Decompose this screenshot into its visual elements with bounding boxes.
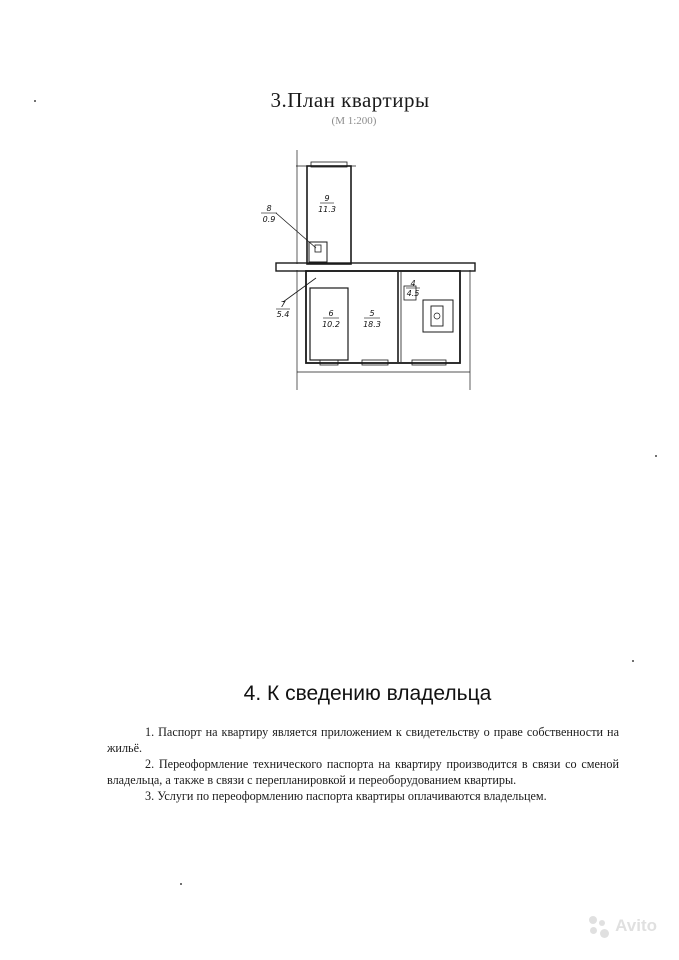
avito-watermark (587, 914, 657, 938)
room-4-area: 4.5 (406, 289, 420, 298)
scan-speck (180, 883, 182, 885)
room-4-number: 4 (410, 279, 416, 288)
scan-speck (632, 660, 634, 662)
plan-scale: (М 1:200) (331, 115, 377, 127)
room-7-number: 7 (280, 300, 286, 309)
room-7-area: 5.4 (276, 310, 290, 319)
room-9-outline (307, 166, 351, 264)
bathroom-outline (423, 300, 453, 332)
floor-plan (0, 140, 679, 400)
note-item-1: 1. Паспорт на квартиру является приложением к свидетельству о праве собственности на жильё. (107, 725, 619, 755)
owner-info-title: 4. К сведению владельца (243, 682, 492, 705)
note-item-2: 2. Переоформление технического паспорта на квартиру производится в связи со сменой владельца, а также в связи с перепланировкой и переоборудованием квартиры. (107, 757, 619, 787)
note-item-3: 3. Услуги по переоформлению паспорта квартиры оплачиваются владельцем. (145, 789, 547, 803)
room-8-area: 0.9 (262, 215, 276, 224)
corridor-wall (276, 263, 475, 271)
avito-logo-icon (587, 914, 611, 938)
room-8-number: 8 (266, 204, 272, 213)
plan-title: 3.План квартиры (270, 88, 430, 112)
room-9-number: 9 (324, 194, 330, 203)
room-6-area: 10.2 (322, 320, 340, 329)
scan-speck (655, 455, 657, 457)
room-6-number: 6 (328, 309, 334, 318)
scan-speck (34, 100, 36, 102)
room-5-area: 18.3 (363, 320, 381, 329)
room-9-area: 11.3 (318, 205, 336, 214)
owner-notes (107, 724, 619, 804)
room-5-number: 5 (369, 309, 375, 318)
avito-watermark-text: Avito (615, 916, 657, 935)
